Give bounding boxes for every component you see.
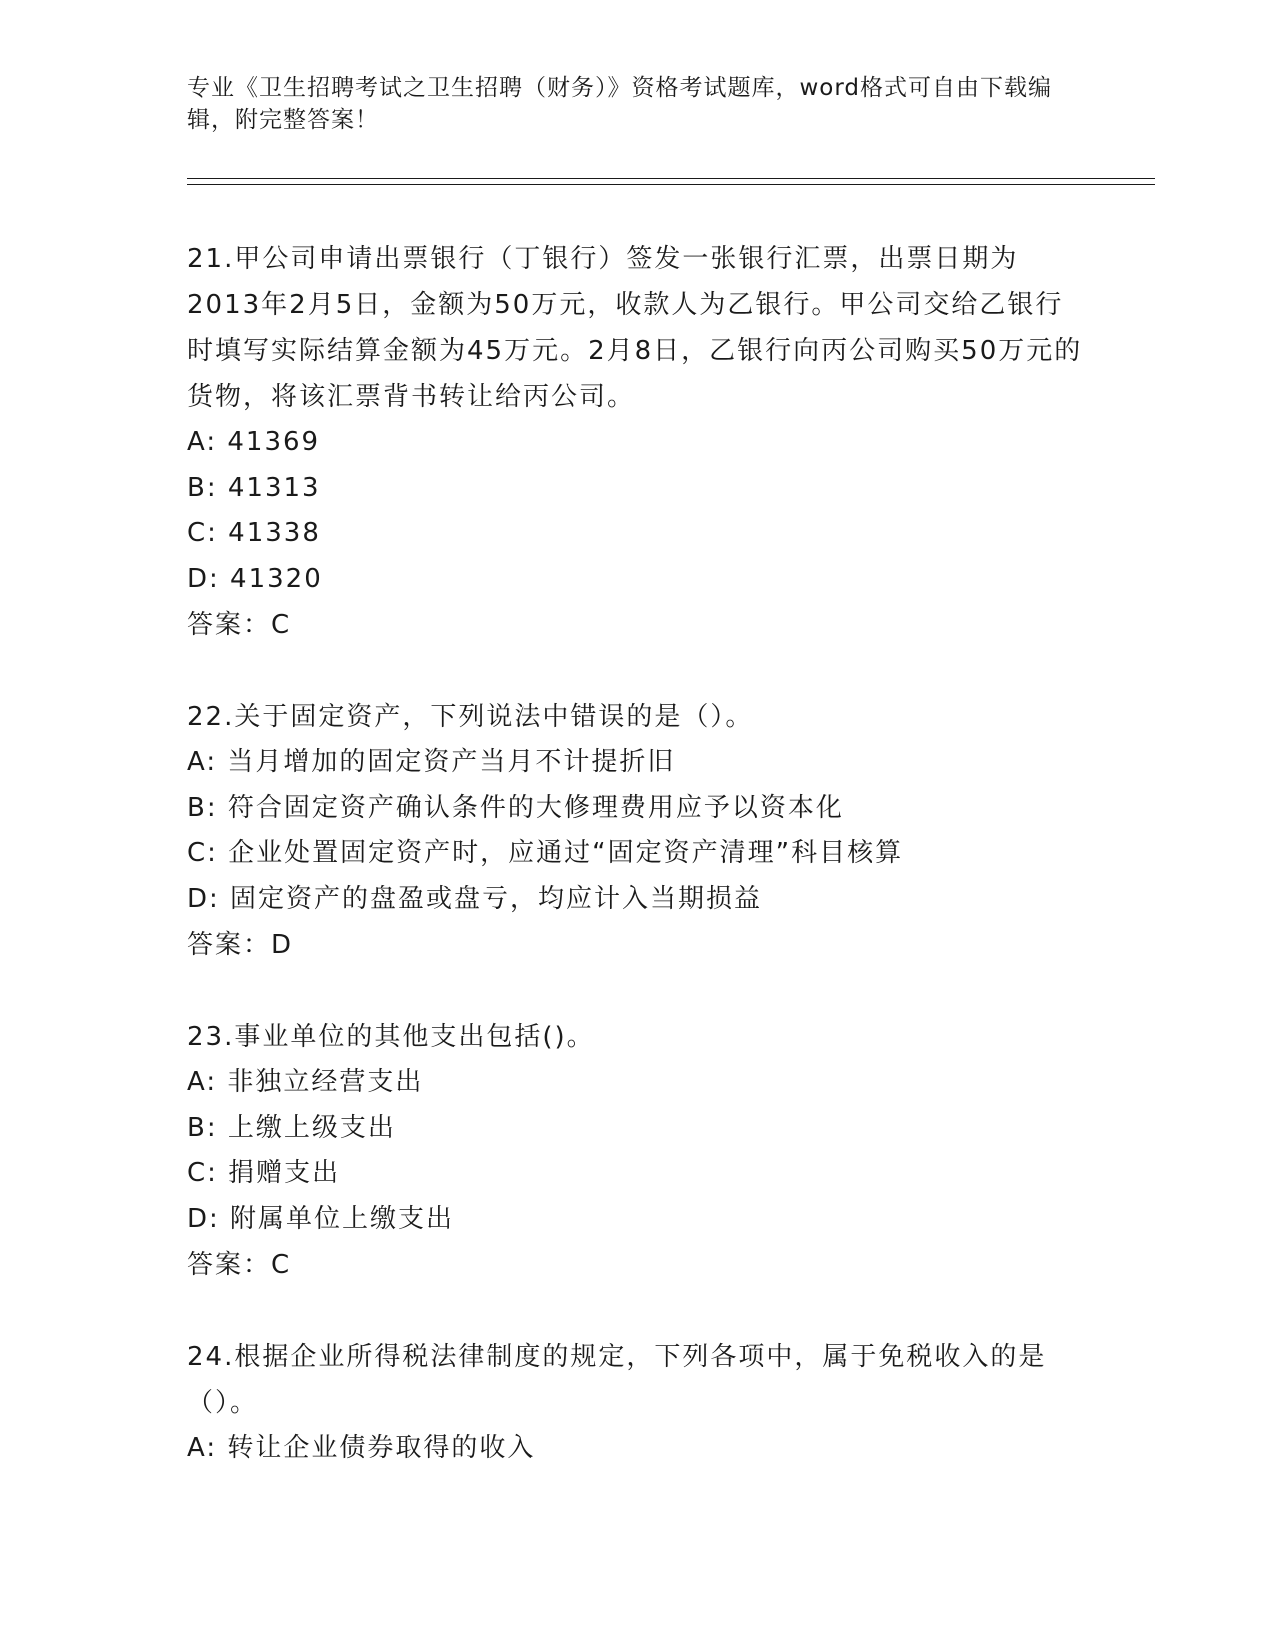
option-b: B: 上缴上级支出 [187, 1112, 396, 1143]
answer: 答案：C [187, 1250, 292, 1280]
question-stem: 22.关于固定资产，下列说法中错误的是（）。 [187, 702, 754, 732]
option-d: D: 41320 [187, 563, 323, 594]
answer: 答案：D [187, 930, 294, 960]
header-text: 专业《卫生招聘考试之卫生招聘（财务）》资格考试题库，word格式可自由下载编辑，附完整答案！ [187, 75, 1053, 133]
option-b: B: 符合固定资产确认条件的大修理费用应予以资本化 [187, 792, 844, 823]
option-a: A: 非独立经营支出 [187, 1067, 424, 1097]
option-d: D: 固定资产的盘盈或盘亏，均应计入当期损益 [187, 883, 763, 914]
option-a: A: 当月增加的固定资产当月不计提折旧 [187, 747, 676, 777]
question-list [187, 236, 1087, 1518]
answer: 答案：C [187, 610, 292, 640]
option-a: A: 转让企业债券取得的收入 [187, 1433, 536, 1463]
question-stem: 21.甲公司申请出票银行（丁银行）签发一张银行汇票，出票日期为2013年2月5日，金额为50万元，收款人为乙银行。甲公司交给乙银行时填写实际结算金额为45万元。2月8日，乙银行向丙公司购买50万元的货物，将该汇票背书转让给丙公司。 [187, 244, 1083, 412]
option-c: C: 企业处置固定资产时，应通过“固定资产清理”科目核算 [187, 838, 904, 868]
question-24 [187, 1334, 1087, 1472]
question-stem: 23.事业单位的其他支出包括()。 [187, 1022, 595, 1052]
option-c: C: 捐赠支出 [187, 1158, 341, 1188]
option-d: D: 附属单位上缴支出 [187, 1203, 455, 1234]
option-a: A: 41369 [187, 427, 321, 457]
page-header [187, 72, 1087, 136]
question-stem: 24.根据企业所得税法律制度的规定，下列各项中，属于免税收入的是（）。 [187, 1342, 1047, 1418]
option-c: C: 41338 [187, 518, 321, 548]
question-23 [187, 1014, 1087, 1288]
header-double-rule [187, 178, 1155, 185]
question-21 [187, 236, 1087, 648]
question-22 [187, 694, 1087, 968]
option-b: B: 41313 [187, 472, 321, 503]
